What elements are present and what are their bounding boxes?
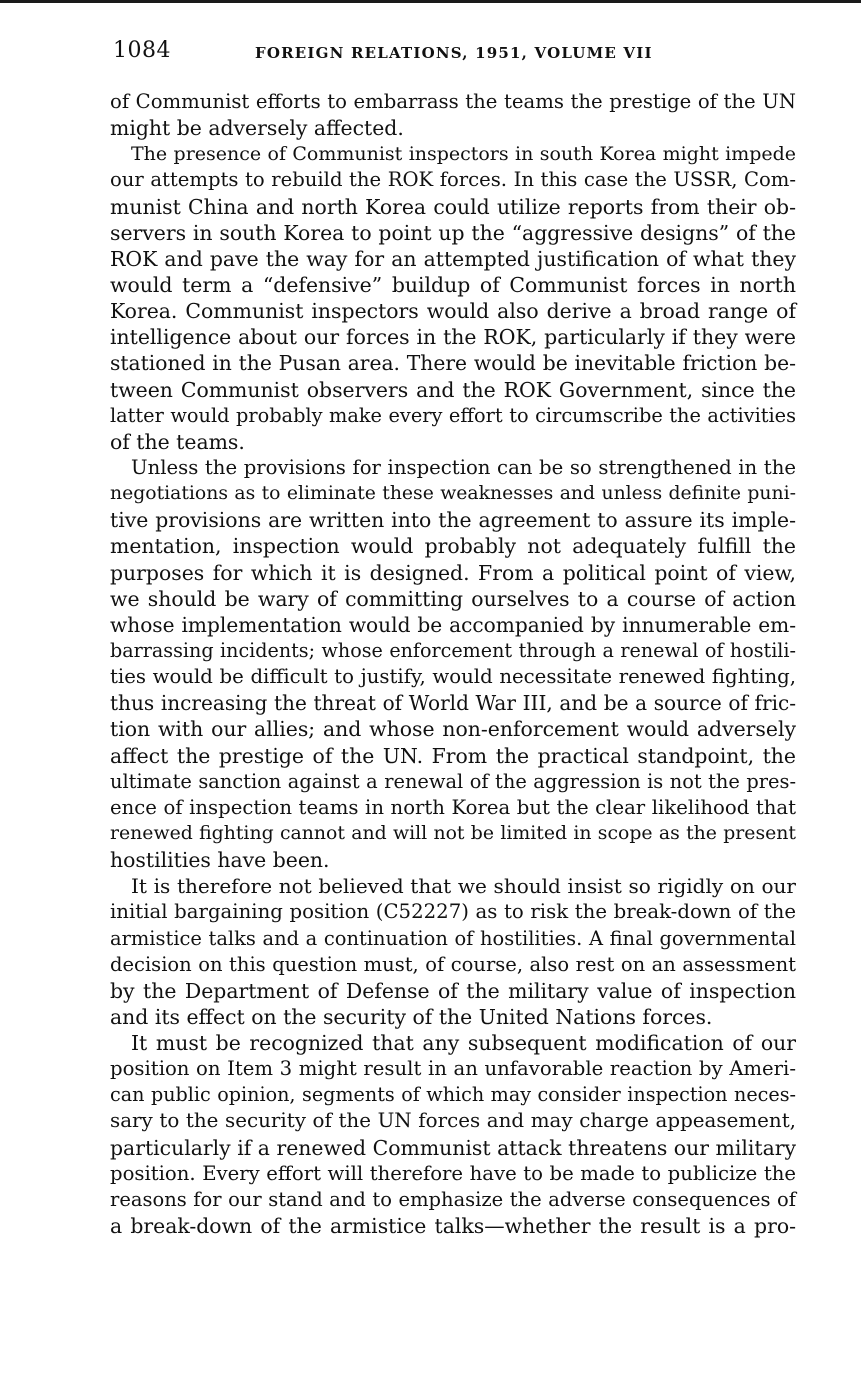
text-line: decision on this question must, of course, also rest on an assessment (110, 952, 796, 976)
text-line: servers in south Korea to point up the “aggressive designs” of the (110, 220, 796, 245)
text-line: intelligence about our forces in the ROK, particularly if they were (110, 325, 796, 350)
text-line: ence of inspection teams in north Korea but the clear likelihood that (110, 795, 796, 819)
text-line: negotiations as to eliminate these weaknesses and unless definite puni- (110, 483, 796, 505)
text-line: whose implementation would be accompanied by innumerable em- (110, 612, 796, 637)
text-line: particularly if a renewed Communist attack threatens our military (110, 1135, 796, 1160)
text-line: might be adversely affected. (110, 116, 404, 141)
text-line: It must be recognized that any subsequent modification of our (131, 1031, 796, 1056)
text-line: munist China and north Korea could utilize reports from their ob- (110, 194, 796, 219)
body-text (110, 89, 796, 1239)
text-line: purposes for which it is designed. From a political point of view, (110, 560, 796, 585)
text-line: would term a “defensive” buildup of Communist forces in north (110, 272, 796, 297)
text-line: position. Every effort will therefore have to be made to publicize the (110, 1161, 796, 1185)
text-line: Korea. Communist inspectors would also derive a broad range of (110, 299, 796, 324)
text-line: The presence of Communist inspectors in south Korea might impede (131, 143, 796, 166)
text-line: position on Item 3 might result in an unfavorable reaction by Ameri- (110, 1057, 796, 1081)
top-edge-rule (0, 0, 861, 3)
running-head: FOREIGN RELATIONS, 1951, VOLUME VII (255, 44, 653, 62)
page-header (113, 38, 796, 68)
text-line: initial bargaining position (C52227) as to risk the break-down of the (110, 900, 796, 924)
text-line: a break-down of the armistice talks—whether the result is a pro- (110, 1214, 796, 1239)
page-number: 1084 (113, 38, 171, 63)
text-line: we should be wary of committing ourselves to a course of action (110, 586, 796, 611)
text-line: of Communist efforts to embarrass the teams the prestige of the UN (110, 90, 796, 113)
text-line: can public opinion, segments of which may consider inspection neces- (110, 1083, 796, 1107)
text-line: mentation, inspection would probably not adequately fulfill the (110, 534, 796, 559)
text-line: Unless the provisions for inspection can be so strengthened in the (131, 455, 796, 479)
text-line: sary to the security of the UN forces and may charge appeasement, (110, 1109, 796, 1133)
text-line: tion with our allies; and whose non-enforcement would adversely (110, 717, 796, 742)
text-line: It is therefore not believed that we should insist so rigidly on our (131, 874, 796, 899)
text-line: latter would probably make every effort to circumscribe the activities (110, 403, 796, 427)
text-line: by the Department of Defense of the military value of inspection (110, 978, 796, 1003)
text-line: our attempts to rebuild the ROK forces. In this case the USSR, Com- (110, 168, 796, 192)
text-line: barrassing incidents; whose enforcement through a renewal of hostili- (110, 638, 796, 662)
text-line: renewed fighting cannot and will not be limited in scope as the present (110, 822, 796, 844)
text-line: tive provisions are written into the agreement to assure its imple- (110, 508, 796, 533)
text-line: reasons for our stand and to emphasize the adverse consequences of (110, 1187, 796, 1211)
text-line: armistice talks and a continuation of hostilities. A final governmental (110, 926, 796, 950)
text-line: tween Communist observers and the ROK Government, since the (110, 377, 796, 402)
text-line: thus increasing the threat of World War III, and be a source of fric- (110, 691, 796, 716)
text-line: ties would be difficult to justify, would necessitate renewed fighting, (110, 665, 796, 689)
text-line: hostilities have been. (110, 848, 330, 873)
text-line: stationed in the Pusan area. There would be inevitable friction be- (110, 351, 796, 376)
text-line: ROK and pave the way for an attempted justification of what they (110, 246, 796, 271)
text-line: and its effect on the security of the United Nations forces. (110, 1004, 713, 1029)
text-line: ultimate sanction against a renewal of the aggression is not the pres- (110, 769, 796, 793)
text-line: affect the prestige of the UN. From the practical standpoint, the (110, 743, 796, 768)
text-line: of the teams. (110, 429, 245, 454)
